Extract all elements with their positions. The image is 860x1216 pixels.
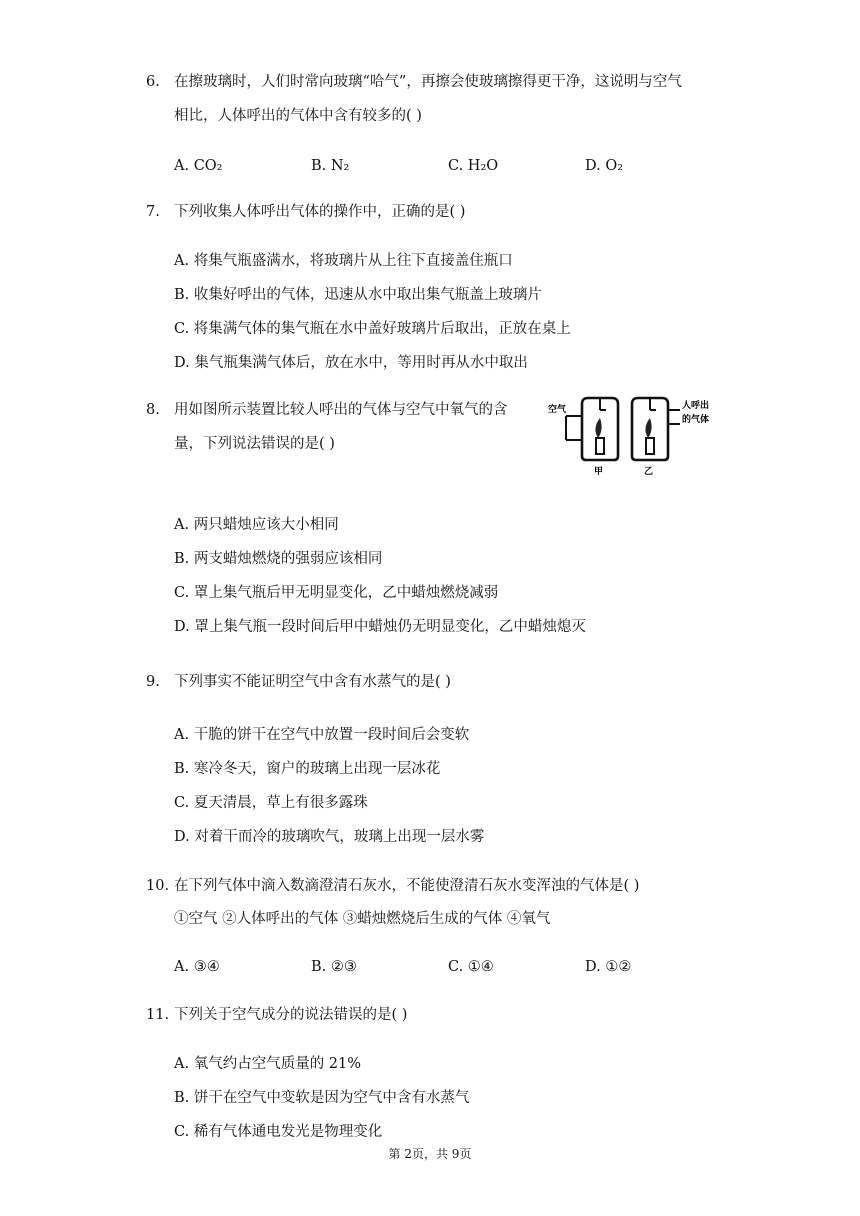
question-number: 8.	[146, 402, 160, 418]
question-stem: 下列事实不能证明空气中含有水蒸气的是( )	[174, 674, 451, 690]
option-c: C. 将集满气体的集气瓶在水中盖好玻璃片后取出，正放在桌上	[174, 321, 571, 337]
question-7	[146, 195, 726, 229]
jar-a	[566, 398, 618, 460]
question-6-options	[174, 156, 722, 176]
candle-icon	[596, 438, 604, 454]
exhaled-gas-label-2: 的气体	[682, 415, 710, 425]
jar-a-label: 甲	[594, 467, 604, 477]
question-number: 9.	[146, 674, 160, 690]
option-d: D. 对着干而冷的玻璃吹气，玻璃上出现一层水雾	[174, 829, 485, 845]
candle-icon	[646, 438, 654, 454]
question-stem-line: 相比，人体呼出的气体中含有较多的( )	[174, 108, 422, 124]
candle-jar-figure	[546, 396, 726, 480]
option-c: C. 夏天清晨，草上有很多露珠	[174, 795, 368, 811]
flame-icon	[645, 418, 651, 438]
option-b: B. ②③	[311, 959, 357, 975]
option-c: C. 罩上集气瓶后甲无明显变化，乙中蜡烛燃烧减弱	[174, 585, 499, 601]
question-10-choices: ①空气 ②人体呼出的气体 ③蜡烛燃烧后生成的气体 ④氧气	[174, 911, 551, 927]
option-d: D. 罩上集气瓶一段时间后甲中蜡烛仍无明显变化，乙中蜡烛熄灭	[174, 619, 586, 635]
jar-b-label: 乙	[644, 467, 654, 477]
option-a: A. 将集气瓶盛满水，将玻璃片从上往下直接盖住瓶口	[174, 253, 513, 269]
option-d: D. ①②	[585, 959, 632, 975]
page-footer: 第 2页，共 9页	[388, 1147, 472, 1161]
question-9	[146, 665, 726, 699]
option-c: C. ①④	[448, 959, 494, 975]
question-stem: 下列收集人体呼出气体的操作中，正确的是( )	[174, 204, 466, 220]
option-a: A. CO₂	[174, 158, 223, 174]
flame-icon	[595, 418, 601, 438]
option-a: A. 干脆的饼干在空气中放置一段时间后会变软	[174, 727, 470, 743]
jar-b	[632, 398, 680, 460]
option-a: A. 氧气约占空气质量的 21%	[174, 1056, 362, 1072]
question-stem: 在下列气体中滴入数滴澄清石灰水，不能使澄清石灰水变浑浊的气体是( )	[174, 878, 640, 894]
question-stem-line: 用如图所示装置比较人呼出的气体与空气中氧气的含	[174, 402, 508, 418]
apparatus-diagram	[546, 396, 726, 480]
question-number: 10.	[146, 878, 170, 894]
question-6	[146, 65, 726, 133]
question-10	[146, 869, 726, 903]
question-stem-line: 在擦玻璃时，人们时常向玻璃“哈气”，再擦会使玻璃擦得更干净，这说明与空气	[174, 74, 682, 90]
option-b: B. N₂	[311, 158, 350, 174]
question-number: 6.	[146, 74, 160, 90]
option-b: B. 收集好呼出的气体，迅速从水中取出集气瓶盖上玻璃片	[174, 287, 542, 303]
option-c: C. H₂O	[448, 158, 499, 174]
question-10-options	[174, 957, 722, 977]
option-b: B. 两支蜡烛燃烧的强弱应该相同	[174, 551, 383, 567]
question-number: 11.	[146, 1007, 170, 1023]
option-c: C. 稀有气体通电发光是物理变化	[174, 1124, 383, 1140]
option-d: D. O₂	[585, 158, 624, 174]
option-b: B. 寒冷冬天，窗户的玻璃上出现一层冰花	[174, 761, 441, 777]
option-b: B. 饼干在空气中变软是因为空气中含有水蒸气	[174, 1090, 470, 1106]
question-11	[146, 998, 726, 1032]
air-label: 空气	[548, 405, 567, 415]
question-8	[146, 393, 546, 461]
option-a: A. ③④	[174, 959, 220, 975]
option-d: D. 集气瓶集满气体后，放在水中，等用时再从水中取出	[174, 355, 528, 371]
option-a: A. 两只蜡烛应该大小相同	[174, 517, 339, 533]
question-number: 7.	[146, 204, 160, 220]
question-stem: 下列关于空气成分的说法错误的是( )	[174, 1007, 408, 1023]
exhaled-gas-label-1: 人呼出	[682, 401, 710, 411]
question-stem-line: 量，下列说法错误的是( )	[174, 436, 335, 452]
